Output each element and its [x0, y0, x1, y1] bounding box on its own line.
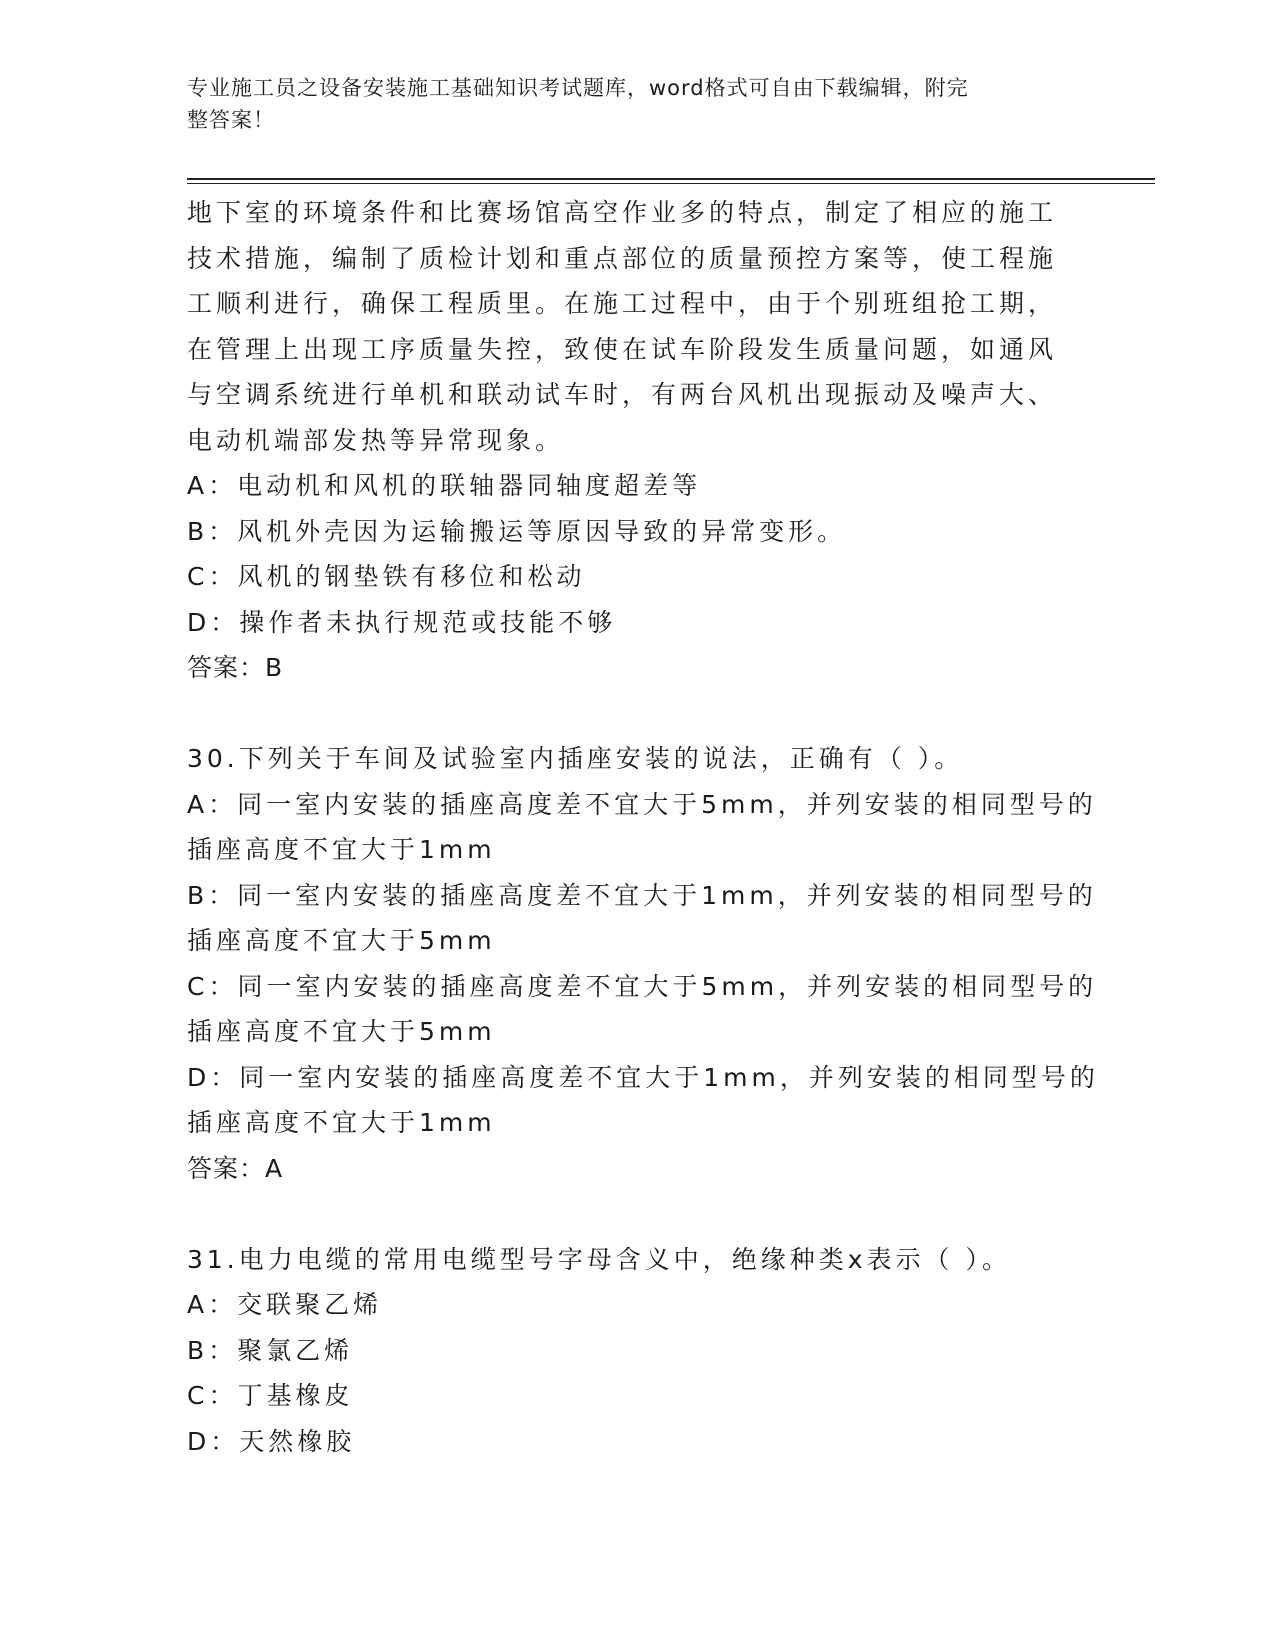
question-stem-line: 技术措施，编制了质检计划和重点部位的质量预控方案等，使工程施 — [187, 243, 1058, 273]
option-d: D：同一室内安装的插座高度差不宜大于1mm，并列安装的相同型号的 — [187, 1062, 1099, 1092]
answer-line: 答案：B — [187, 653, 284, 682]
option-c: C：同一室内安装的插座高度差不宜大于5mm，并列安装的相同型号的 — [187, 971, 1098, 1001]
option-d: D：天然橡胶 — [187, 1426, 356, 1456]
header-divider-thin — [187, 183, 1155, 184]
spacer — [187, 691, 1077, 737]
question-stem-line: 电动机端部发热等异常现象。 — [187, 425, 565, 455]
question-31 — [187, 1237, 1077, 1465]
option-a: A：同一室内安装的插座高度差不宜大于5mm，并列安装的相同型号的 — [187, 789, 1097, 819]
option-b: B：聚氯乙烯 — [187, 1335, 354, 1365]
question-stem-line: 工顺利进行，确保工程质里。在施工过程中，由于个别班组抢工期， — [187, 289, 1058, 318]
page-header — [187, 72, 1077, 136]
question-stem: 31.电力电缆的常用电缆型号字母含义中，绝缘种类x表示（ ）。 — [187, 1244, 1012, 1274]
header-divider-thick — [187, 178, 1155, 180]
document-body — [187, 190, 1099, 1464]
spacer — [187, 1191, 1077, 1237]
question-30 — [187, 736, 1099, 1191]
header-title-line-2: 整答案！ — [187, 108, 275, 132]
option-c: C：丁基橡皮 — [187, 1381, 354, 1410]
header-title-line-1: 专业施工员之设备安装施工基础知识考试题库，word格式可自由下载编辑，附完 — [187, 76, 969, 100]
option-b: B：风机外壳因为运输搬运等原因导致的异常变形。 — [187, 516, 847, 546]
option-c: C：风机的钢垫铁有移位和松动 — [187, 562, 586, 591]
option-d: D：操作者未执行规范或技能不够 — [187, 607, 617, 637]
option-b: B：同一室内安装的插座高度差不宜大于1mm，并列安装的相同型号的 — [187, 880, 1097, 910]
option-b-continued: 插座高度不宜大于5mm — [187, 926, 496, 955]
option-a: A：交联聚乙烯 — [187, 1290, 383, 1319]
question-stem-line: 地下室的环境条件和比赛场馆高空作业多的特点，制定了相应的施工 — [187, 198, 1058, 227]
question-29 — [187, 190, 1077, 691]
option-a-continued: 插座高度不宜大于1mm — [187, 835, 496, 864]
question-stem-line: 在管理上出现工序质量失控，致使在试车阶段发生质量问题，如通风 — [187, 334, 1058, 364]
question-stem-line: 与空调系统进行单机和联动试车时，有两台风机出现振动及噪声大、 — [187, 380, 1058, 409]
option-c-continued: 插座高度不宜大于5mm — [187, 1017, 496, 1046]
option-d-continued: 插座高度不宜大于1mm — [187, 1108, 496, 1137]
option-a: A：电动机和风机的联轴器同轴度超差等 — [187, 471, 702, 500]
question-stem: 30.下列关于车间及试验室内插座安装的说法，正确有（ ）。 — [187, 744, 964, 773]
answer-line: 答案：A — [187, 1153, 284, 1183]
